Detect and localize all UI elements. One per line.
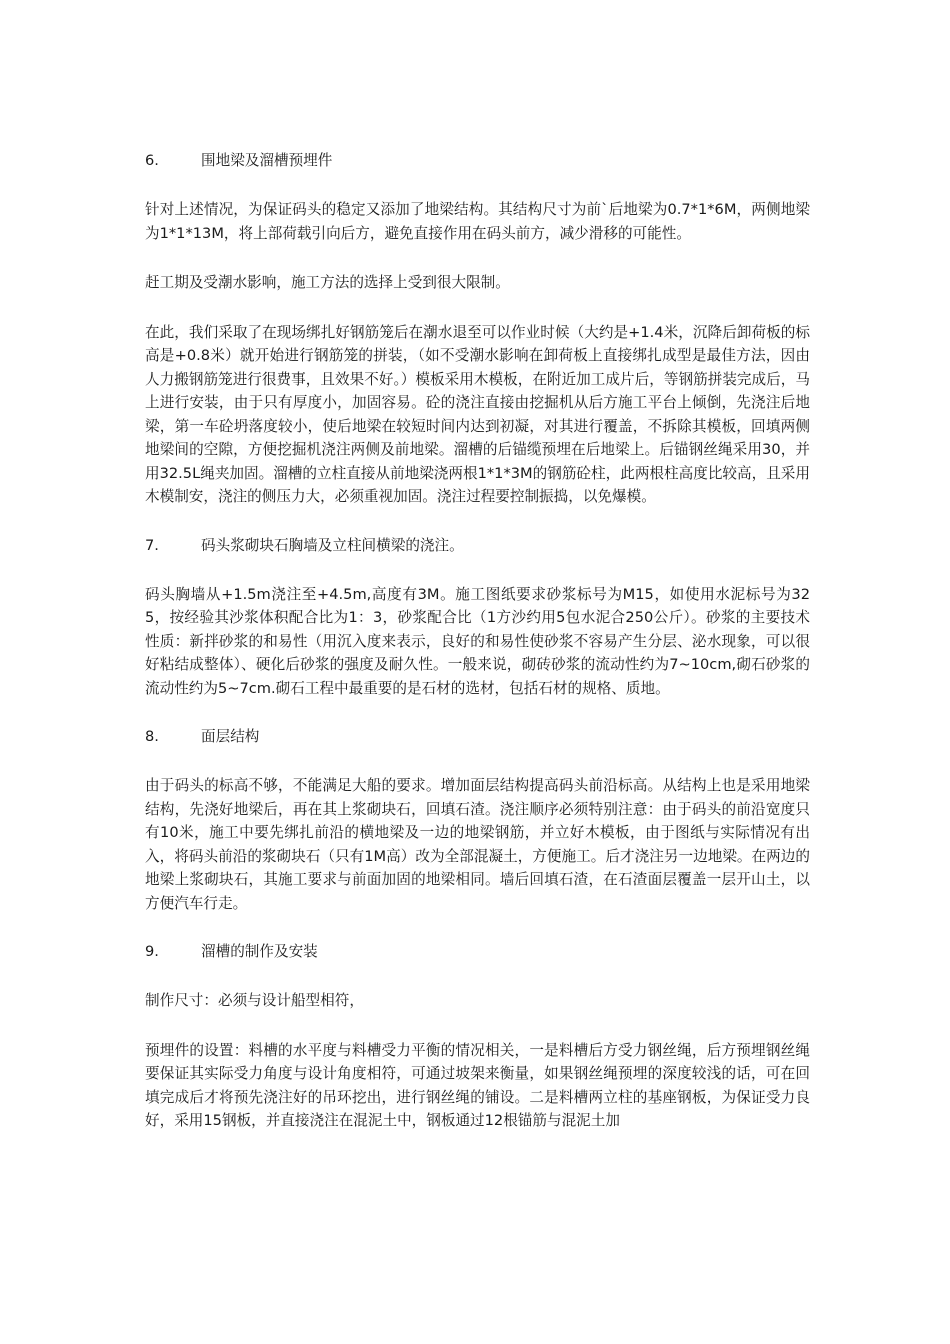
paragraph: 由于码头的标高不够，不能满足大船的要求。增加面层结构提高码头前沿标高。从结构上也是采用地梁结构，先浇好地梁后，再在其上浆砌块石，回填石渣。浇注顺序必须特别注意：由于码头的前沿宽度只有10米，施工中要先绑扎前沿的横地梁及一边的地梁钢筋，并立好木模板，由于图纸与实际情况有出入，将码头前沿的浆砌块石（只有1M高）改为全部混凝土，方便施工。后才浇注另一边地梁。在两边的地梁上浆砌块石，其施工要求与前面加固的地梁相同。墙后回填石渣，在石渣面层覆盖一层开山土，以方便汽车行走。 [145,777,810,912]
section-number: 7. [145,536,159,554]
paragraph: 针对上述情况，为保证码头的稳定又添加了地梁结构。其结构尺寸为前`后地梁为0.7*1*6M，两侧地梁为1*1*13M，将上部荷载引向后方，避免直接作用在码头前方，减少滑移的可能性。 [145,201,810,242]
section-title: 溜槽的制作及安装 [201,943,318,960]
section-heading [145,150,810,172]
paragraph: 制作尺寸：必须与设计船型相符， [145,992,364,1009]
section-number: 8. [145,728,159,745]
section-7 [145,535,810,701]
section-number: 6. [145,152,159,169]
section-title: 码头浆砌块石胸墙及立柱间横梁的浇注。 [201,536,464,554]
section-title: 围地梁及溜槽预埋件 [201,152,333,169]
section-heading [145,535,810,557]
section-heading [145,726,810,748]
section-6 [145,150,810,509]
section-number: 9. [145,943,159,960]
section-heading [145,941,810,963]
section-9 [145,941,810,1133]
paragraph: 预埋件的设置：料槽的水平度与料槽受力平衡的情况相关，一是料槽后方受力钢丝绳，后方预埋钢丝绳要保证其实际受力角度与设计角度相符，可通过坡架来衡量，如果钢丝绳预埋的深度较浅的话，可在回填完成后才将预先浇注好的吊环挖出，进行钢丝绳的铺设。二是料槽两立柱的基座钢板，为保证受力良好，采用15钢板，并直接浇注在混泥土中，钢板通过12根锚筋与混泥土加 [145,1041,810,1129]
paragraph: 赶工期及受潮水影响，施工方法的选择上受到很大限制。 [145,274,510,291]
section-title: 面层结构 [201,728,260,745]
paragraph: 码头胸墙从+1.5m浇注至+4.5m,高度有3M。施工图纸要求砂浆标号为M15，如使用水泥标号为325，按经验其沙浆体积配合比为1：3，砂浆配合比（1方沙约用5包水泥合250公斤）。砂浆的主要技术性质：新拌砂浆的和易性（用沉入度来表示，良好的和易性使砂浆不容易产生分层、泌水现象，可以很好粘结成整体）、硬化后砂浆的强度及耐久性。一般来说，砌砖砂浆的流动性约为7~10cm,砌石砂浆的流动性约为5~7cm.砌石工程中最重要的是石材的选材，包括石材的规格、质地。 [145,585,810,697]
section-8 [145,726,810,915]
paragraph: 在此，我们采取了在现场绑扎好钢筋笼后在潮水退至可以作业时候（大约是+1.4米，沉降后卸荷板的标高是+0.8米）就开始进行钢筋笼的拼装，（如不受潮水影响在卸荷板上直接绑扎成型是最佳方法，因由人力搬钢筋笼进行很费事，且效果不好。）模板采用木模板，在附近加工成片后，等钢筋拼装完成后，马上进行安装，由于只有厚度小，加固容易。砼的浇注直接由挖掘机从后方施工平台上倾倒，先浇注后地梁，第一车砼坍落度较小，使后地梁在较短时间内达到初凝，对其进行覆盖，不拆除其模板，回填两侧地梁间的空隙，方便挖掘机浇注两侧及前地梁。溜槽的后锚缆预埋在后地梁上。后锚钢丝绳采用30，并用32.5L绳夹加固。溜槽的立柱直接从前地梁浇两根1*1*3M的钢筋砼柱，此两根柱高度比较高，且采用木模制安，浇注的侧压力大，必须重视加固。浇注过程要控制振捣，以免爆模。 [145,323,810,505]
